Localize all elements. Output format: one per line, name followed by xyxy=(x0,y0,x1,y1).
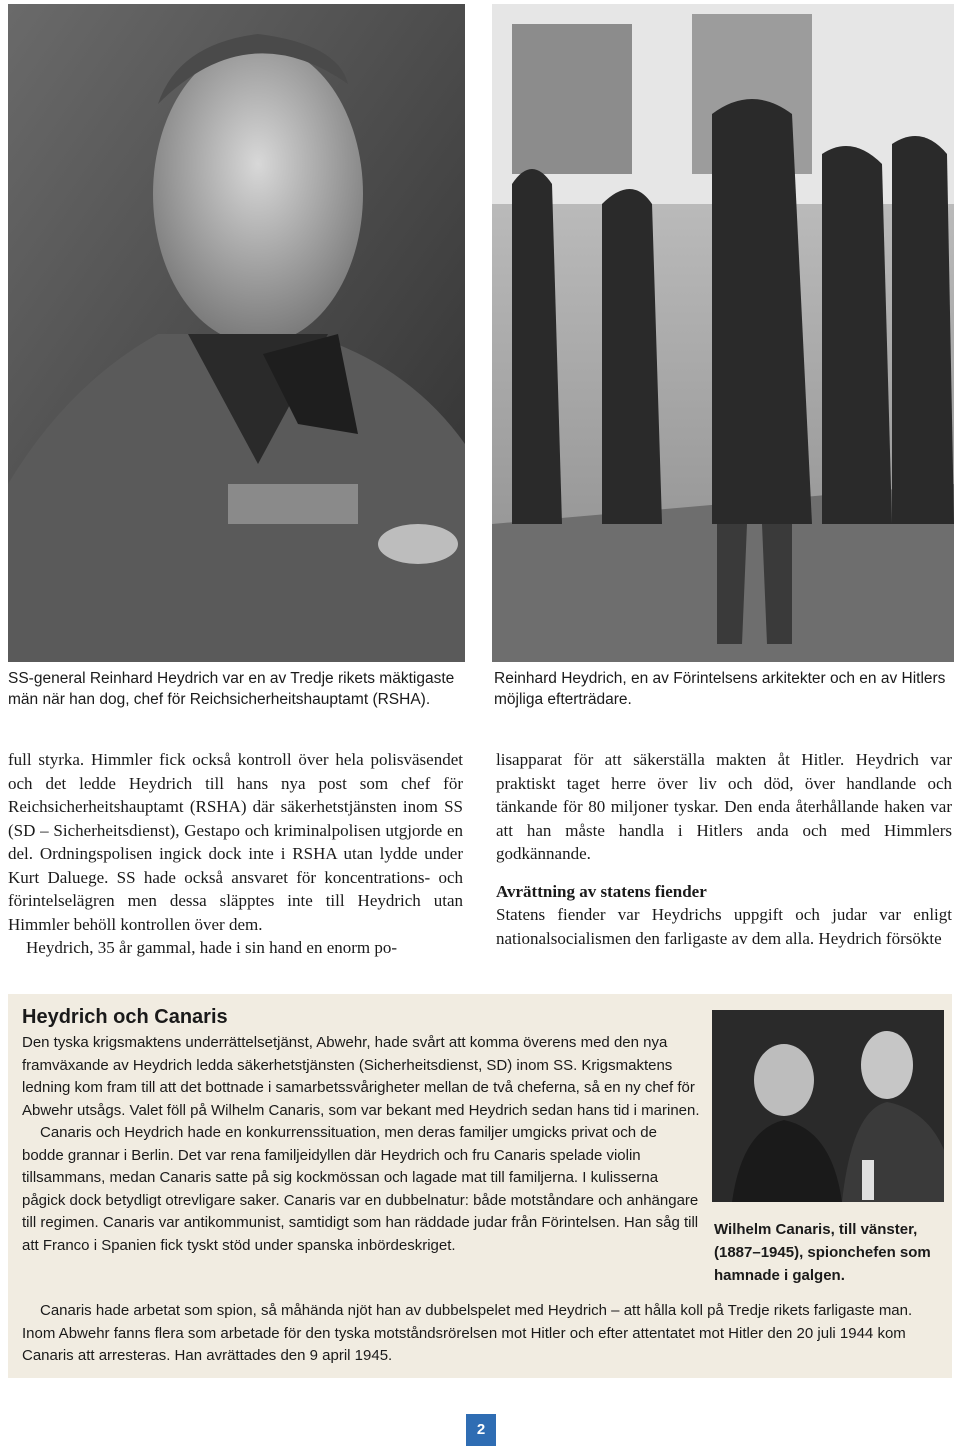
right-column-paragraph-1: lisapparat för att säkerställa makten åt Hitler. Heydrich var praktiskt taget herre över liv och död, över handlande och tänkande för 80 miljoner tyskar. Den enda återhållande haken var att han måste handla i Hitlers anda och med Himmlers godkännande. xyxy=(496,750,952,863)
left-column-paragraph-2: Heydrich, 35 år gammal, hade i sin hand en enorm po- xyxy=(26,938,398,957)
box-text-full-width xyxy=(22,1300,940,1368)
box-paragraph-3: Canaris hade arbetat som spion, så måhända njöt han av dubbelspelet med Heydrich – att hålla koll på Tredje rikets farligaste man. Inom Abwehr fanns flera som arbetade för den tyska motståndsrörelsen mot Hitler och efter attentatet mot Hitler den 20 juli 1944 kom Canaris att arresteras. Han avrättades den 9 april 1945. xyxy=(22,1302,913,1364)
group-photo-caption xyxy=(494,668,946,710)
left-column xyxy=(8,748,463,960)
canaris-photo xyxy=(712,1010,944,1202)
portrait-photo xyxy=(8,4,465,662)
right-column-paragraph-2: Statens fiender var Heydrichs uppgift och judar var enligt nationalsocialismen den farligaste av dem alla. Heydrich försökte xyxy=(496,905,952,948)
left-column-paragraph-1: full styrka. Himmler fick också kontroll över hela polisväsendet och det ledde Heydrich till hans nya post som chef för Reichsicherheitshauptamt (RSHA) där säkerhetstjänsten inom SS (SD – Sicherheitsdienst), Gestapo och kriminalpolisen utgjorde en del. Ordningspolisen ingick dock inte i RSHA utan lydde under Kurt Daluege. SS hade också ansvaret för koncentrations- och förintelselägren men dessa släpptes inte till Heydrich utan Himmler behöll kontrollen över dem. xyxy=(8,750,463,934)
canaris-photo-caption: Wilhelm Canaris, till vänster, (1887–1945), spionchefen som hamnade i galgen. xyxy=(714,1221,931,1284)
box-paragraph-2: Canaris och Heydrich hade en konkurrenssituation, men deras familjer umgicks privat och de bodde grannar i Berlin. Det var rena familjeidyllen där Heydrich och fru Canaris spelade violin tillsammans, medan Canaris satte på sig kockmössan och lagade mat till familjerna. I kulisserna pågick dock betydligt otrevligare saker. Canaris var en dubbelnatur: både motståndare och anhängare till regimen. Canaris var antikommunist, samtidigt som han räddade judar från Förintelsen. Han såg till att Franco i Spanien fick tyskt stöd under spanska inbördeskriget. xyxy=(22,1124,699,1254)
section-heading: Avrättning av statens fiender xyxy=(496,881,707,901)
portrait-caption-text: SS-general Reinhard Heydrich var en av Tredje rikets mäktigaste män när han dog, chef för Reichsicherheitshauptamt (RSHA). xyxy=(8,670,455,708)
portrait-caption xyxy=(8,668,460,710)
box-text xyxy=(22,1032,702,1257)
box-title: Heydrich och Canaris xyxy=(22,1006,228,1028)
heydrich-canaris-box xyxy=(8,994,952,1378)
box-paragraph-1: Den tyska krigsmaktens underrättelsetjänst, Abwehr, hade svårt att komma överens med den nya framväxande av Heydrich ledda säkerhetstjänsten (Sicherheitsdienst, SD) inom SS. Krigsmaktens ledning kom fram till att det bottnade i samarbetssvårigheter mellan de två cheferna, så en ny chef för Abwehr utsågs. Valet föll på Wilhelm Canaris, som var bekant med Heydrich sedan hans tid i marinen. xyxy=(22,1034,700,1119)
page-number: 2 xyxy=(466,1414,496,1446)
group-photo-caption-text: Reinhard Heydrich, en av Förintelsens arkitekter och en av Hitlers möjliga efterträdare. xyxy=(494,670,946,708)
group-photo xyxy=(492,4,954,662)
right-column xyxy=(496,748,952,950)
